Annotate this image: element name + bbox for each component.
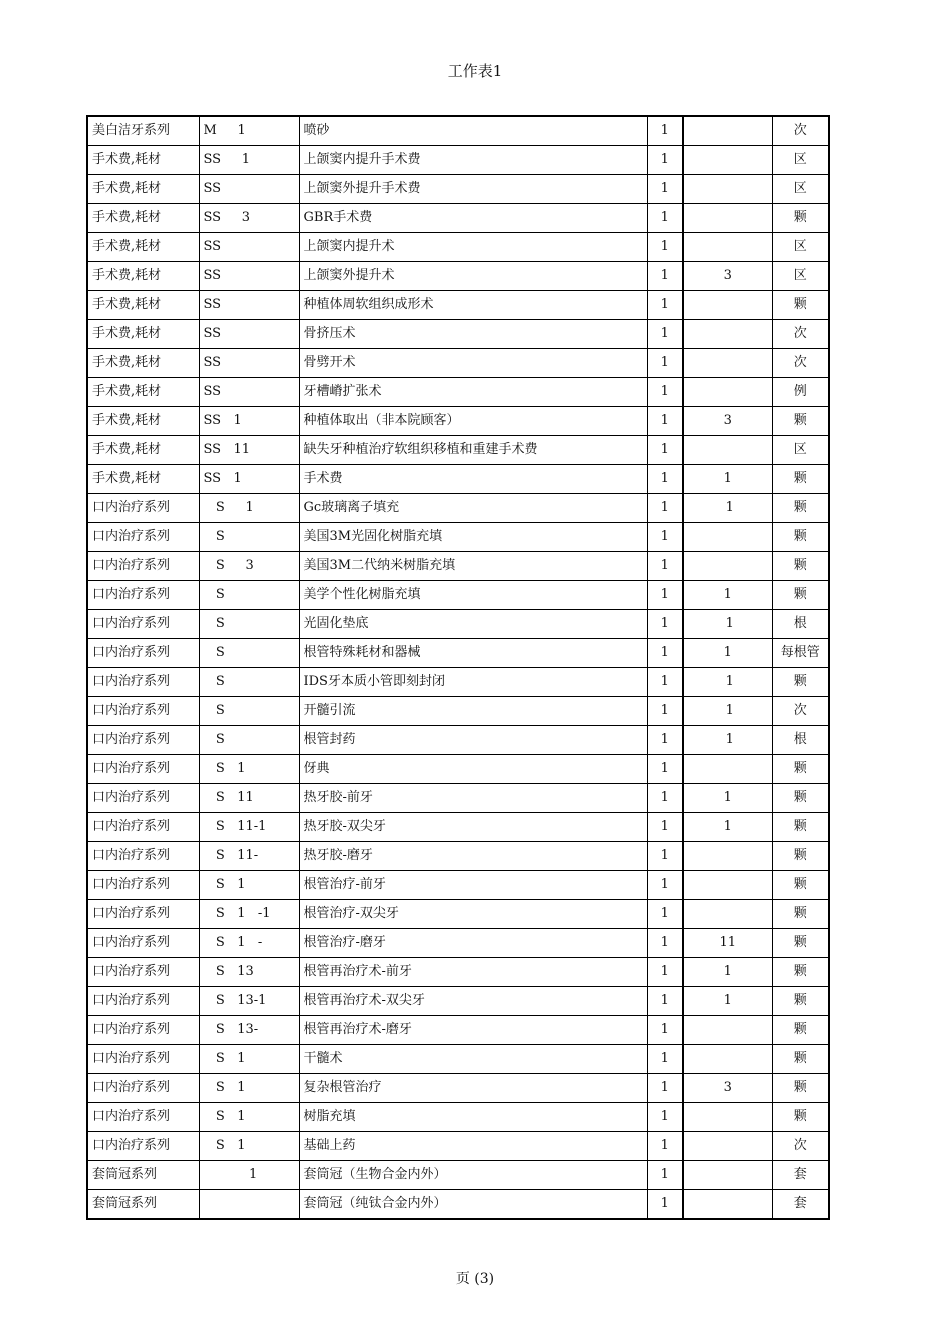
item-name-cell: 美学个性化树脂充填 xyxy=(299,581,647,610)
item-name-cell: 根管治疗-双尖牙 xyxy=(299,900,647,929)
unit-cell: 颗 xyxy=(772,755,829,784)
category-cell: 口内治疗系列 xyxy=(87,697,199,726)
item-name-cell: 根管治疗-前牙 xyxy=(299,871,647,900)
unit-cell: 例 xyxy=(772,378,829,407)
item-name-cell: Gc玻璃离子填充 xyxy=(299,494,647,523)
table-row xyxy=(87,407,829,436)
item-name-cell: 种植体取出（非本院顾客） xyxy=(299,407,647,436)
extra-cell: 1 xyxy=(683,639,772,668)
unit-cell: 颗 xyxy=(772,494,829,523)
table-row xyxy=(87,175,829,204)
code-cell: M 1 xyxy=(199,116,299,146)
item-name-cell: 上颌窦内提升手术费 xyxy=(299,146,647,175)
table-row xyxy=(87,929,829,958)
item-name-cell: 缺失牙种植治疗软组织移植和重建手术费 xyxy=(299,436,647,465)
code-cell: S 11- xyxy=(199,842,299,871)
category-cell: 口内治疗系列 xyxy=(87,900,199,929)
extra-cell: 11 xyxy=(683,929,772,958)
code-cell: S 1 xyxy=(199,1045,299,1074)
table-row xyxy=(87,784,829,813)
category-cell: 手术费,耗材 xyxy=(87,175,199,204)
code-cell: S 1 xyxy=(199,1074,299,1103)
table-row xyxy=(87,900,829,929)
item-name-cell: 种植体周软组织成形术 xyxy=(299,291,647,320)
table-row xyxy=(87,958,829,987)
unit-cell: 每根管 xyxy=(772,639,829,668)
table-row xyxy=(87,465,829,494)
unit-cell: 颗 xyxy=(772,465,829,494)
item-name-cell: 热牙胶-前牙 xyxy=(299,784,647,813)
extra-cell xyxy=(683,116,772,146)
category-cell: 手术费,耗材 xyxy=(87,465,199,494)
quantity-cell: 1 xyxy=(647,900,683,929)
code-cell: SS xyxy=(199,320,299,349)
unit-cell: 颗 xyxy=(772,668,829,697)
code-cell: S 1 -1 xyxy=(199,900,299,929)
quantity-cell: 1 xyxy=(647,987,683,1016)
item-name-cell: 牙槽嵴扩张术 xyxy=(299,378,647,407)
unit-cell: 次 xyxy=(772,320,829,349)
category-cell: 口内治疗系列 xyxy=(87,871,199,900)
code-cell: S xyxy=(199,668,299,697)
page-footer: 页 (3) xyxy=(455,1271,495,1287)
quantity-cell: 1 xyxy=(647,146,683,175)
category-cell: 口内治疗系列 xyxy=(87,668,199,697)
code-cell: S 1 xyxy=(199,871,299,900)
quantity-cell: 1 xyxy=(647,1132,683,1161)
quantity-cell: 1 xyxy=(647,610,683,639)
item-name-cell: 上颌窦内提升术 xyxy=(299,233,647,262)
code-cell: S 3 xyxy=(199,552,299,581)
unit-cell: 颗 xyxy=(772,407,829,436)
quantity-cell: 1 xyxy=(647,436,683,465)
extra-cell xyxy=(683,291,772,320)
quantity-cell: 1 xyxy=(647,668,683,697)
price-table xyxy=(86,115,830,1220)
table-row xyxy=(87,436,829,465)
category-cell: 口内治疗系列 xyxy=(87,1045,199,1074)
item-name-cell: 根管再治疗术-前牙 xyxy=(299,958,647,987)
table-row xyxy=(87,987,829,1016)
code-cell: SS xyxy=(199,175,299,204)
item-name-cell: 骨劈开术 xyxy=(299,349,647,378)
category-cell: 口内治疗系列 xyxy=(87,813,199,842)
item-name-cell: 套筒冠（生物合金内外） xyxy=(299,1161,647,1190)
extra-cell xyxy=(683,523,772,552)
code-cell: S xyxy=(199,697,299,726)
quantity-cell: 1 xyxy=(647,1161,683,1190)
category-cell: 手术费,耗材 xyxy=(87,204,199,233)
category-cell: 口内治疗系列 xyxy=(87,552,199,581)
quantity-cell: 1 xyxy=(647,1103,683,1132)
category-cell: 口内治疗系列 xyxy=(87,726,199,755)
item-name-cell: 美国3M二代纳米树脂充填 xyxy=(299,552,647,581)
quantity-cell: 1 xyxy=(647,1190,683,1220)
table-row xyxy=(87,378,829,407)
code-cell: SS 3 xyxy=(199,204,299,233)
quantity-cell: 1 xyxy=(647,842,683,871)
unit-cell: 颗 xyxy=(772,871,829,900)
code-cell: S xyxy=(199,639,299,668)
quantity-cell: 1 xyxy=(647,581,683,610)
code-cell: S 11 xyxy=(199,784,299,813)
table-row xyxy=(87,1190,829,1220)
quantity-cell: 1 xyxy=(647,813,683,842)
table-row xyxy=(87,291,829,320)
category-cell: 口内治疗系列 xyxy=(87,958,199,987)
table-row xyxy=(87,204,829,233)
extra-cell: 1 xyxy=(683,465,772,494)
item-name-cell: 根管特殊耗材和器械 xyxy=(299,639,647,668)
item-name-cell: 热牙胶-磨牙 xyxy=(299,842,647,871)
page-title: 工作表1 xyxy=(447,62,503,80)
item-name-cell: 光固化垫底 xyxy=(299,610,647,639)
code-cell: SS 1 xyxy=(199,465,299,494)
category-cell: 套筒冠系列 xyxy=(87,1190,199,1220)
unit-cell: 区 xyxy=(772,436,829,465)
code-cell: S xyxy=(199,581,299,610)
quantity-cell: 1 xyxy=(647,494,683,523)
item-name-cell: 干髓术 xyxy=(299,1045,647,1074)
table-row xyxy=(87,871,829,900)
quantity-cell: 1 xyxy=(647,755,683,784)
quantity-cell: 1 xyxy=(647,697,683,726)
code-cell: SS 1 xyxy=(199,146,299,175)
code-cell: SS xyxy=(199,262,299,291)
table-row xyxy=(87,581,829,610)
unit-cell: 颗 xyxy=(772,784,829,813)
table-row xyxy=(87,116,829,146)
unit-cell: 颗 xyxy=(772,929,829,958)
category-cell: 口内治疗系列 xyxy=(87,1132,199,1161)
quantity-cell: 1 xyxy=(647,291,683,320)
category-cell: 口内治疗系列 xyxy=(87,581,199,610)
item-name-cell: 骨挤压术 xyxy=(299,320,647,349)
category-cell: 口内治疗系列 xyxy=(87,639,199,668)
category-cell: 手术费,耗材 xyxy=(87,436,199,465)
unit-cell: 颗 xyxy=(772,813,829,842)
category-cell: 口内治疗系列 xyxy=(87,1103,199,1132)
table-row xyxy=(87,813,829,842)
unit-cell: 颗 xyxy=(772,842,829,871)
category-cell: 口内治疗系列 xyxy=(87,842,199,871)
unit-cell: 颗 xyxy=(772,900,829,929)
extra-cell: 1 xyxy=(683,726,772,755)
extra-cell xyxy=(683,871,772,900)
quantity-cell: 1 xyxy=(647,320,683,349)
quantity-cell: 1 xyxy=(647,1074,683,1103)
extra-cell: 3 xyxy=(683,262,772,291)
unit-cell: 次 xyxy=(772,1132,829,1161)
extra-cell xyxy=(683,349,772,378)
quantity-cell: 1 xyxy=(647,262,683,291)
category-cell: 套筒冠系列 xyxy=(87,1161,199,1190)
extra-cell xyxy=(683,1132,772,1161)
unit-cell: 根 xyxy=(772,726,829,755)
category-cell: 手术费,耗材 xyxy=(87,233,199,262)
unit-cell: 次 xyxy=(772,697,829,726)
code-cell: S 13 xyxy=(199,958,299,987)
item-name-cell: 喷砂 xyxy=(299,116,647,146)
category-cell: 手术费,耗材 xyxy=(87,407,199,436)
code-cell: 1 xyxy=(199,1161,299,1190)
item-name-cell: 开髓引流 xyxy=(299,697,647,726)
extra-cell: 3 xyxy=(683,1074,772,1103)
unit-cell: 颗 xyxy=(772,958,829,987)
extra-cell xyxy=(683,320,772,349)
category-cell: 手术费,耗材 xyxy=(87,262,199,291)
extra-cell xyxy=(683,146,772,175)
table-row xyxy=(87,1132,829,1161)
extra-cell: 1 xyxy=(683,581,772,610)
category-cell: 口内治疗系列 xyxy=(87,1016,199,1045)
table-row xyxy=(87,262,829,291)
table-row xyxy=(87,349,829,378)
unit-cell: 颗 xyxy=(772,1103,829,1132)
table-row xyxy=(87,494,829,523)
category-cell: 口内治疗系列 xyxy=(87,755,199,784)
extra-cell xyxy=(683,1016,772,1045)
item-name-cell: 伢典 xyxy=(299,755,647,784)
code-cell: SS xyxy=(199,291,299,320)
category-cell: 手术费,耗材 xyxy=(87,378,199,407)
unit-cell: 颗 xyxy=(772,204,829,233)
item-name-cell: 根管再治疗术-双尖牙 xyxy=(299,987,647,1016)
unit-cell: 区 xyxy=(772,233,829,262)
category-cell: 手术费,耗材 xyxy=(87,349,199,378)
item-name-cell: GBR手术费 xyxy=(299,204,647,233)
code-cell: S 13- xyxy=(199,1016,299,1045)
unit-cell: 套 xyxy=(772,1190,829,1220)
category-cell: 美白洁牙系列 xyxy=(87,116,199,146)
table-row xyxy=(87,1045,829,1074)
extra-cell xyxy=(683,1045,772,1074)
quantity-cell: 1 xyxy=(647,552,683,581)
extra-cell xyxy=(683,755,772,784)
quantity-cell: 1 xyxy=(647,523,683,552)
extra-cell xyxy=(683,436,772,465)
code-cell: S 1 xyxy=(199,1103,299,1132)
extra-cell: 3 xyxy=(683,407,772,436)
table-row xyxy=(87,146,829,175)
quantity-cell: 1 xyxy=(647,349,683,378)
category-cell: 口内治疗系列 xyxy=(87,987,199,1016)
quantity-cell: 1 xyxy=(647,726,683,755)
unit-cell: 颗 xyxy=(772,987,829,1016)
category-cell: 口内治疗系列 xyxy=(87,610,199,639)
category-cell: 口内治疗系列 xyxy=(87,494,199,523)
category-cell: 口内治疗系列 xyxy=(87,1074,199,1103)
item-name-cell: 套筒冠（纯钛合金内外） xyxy=(299,1190,647,1220)
quantity-cell: 1 xyxy=(647,116,683,146)
unit-cell: 颗 xyxy=(772,523,829,552)
unit-cell: 颗 xyxy=(772,1045,829,1074)
extra-cell: 1 xyxy=(683,987,772,1016)
extra-cell xyxy=(683,1161,772,1190)
category-cell: 口内治疗系列 xyxy=(87,784,199,813)
extra-cell xyxy=(683,204,772,233)
extra-cell xyxy=(683,552,772,581)
code-cell: S xyxy=(199,726,299,755)
code-cell: SS xyxy=(199,233,299,262)
table-row xyxy=(87,1016,829,1045)
extra-cell: 1 xyxy=(683,610,772,639)
category-cell: 口内治疗系列 xyxy=(87,523,199,552)
table-row xyxy=(87,639,829,668)
extra-cell: 1 xyxy=(683,668,772,697)
item-name-cell: 根管治疗-磨牙 xyxy=(299,929,647,958)
extra-cell: 1 xyxy=(683,813,772,842)
code-cell: SS 11 xyxy=(199,436,299,465)
table-row xyxy=(87,1161,829,1190)
table-row xyxy=(87,697,829,726)
unit-cell: 区 xyxy=(772,146,829,175)
table-row xyxy=(87,320,829,349)
table-row xyxy=(87,552,829,581)
quantity-cell: 1 xyxy=(647,958,683,987)
unit-cell: 区 xyxy=(772,262,829,291)
extra-cell: 1 xyxy=(683,494,772,523)
quantity-cell: 1 xyxy=(647,871,683,900)
category-cell: 手术费,耗材 xyxy=(87,320,199,349)
item-name-cell: 上颌窦外提升术 xyxy=(299,262,647,291)
item-name-cell: 根管封药 xyxy=(299,726,647,755)
quantity-cell: 1 xyxy=(647,639,683,668)
unit-cell: 颗 xyxy=(772,581,829,610)
code-cell: SS xyxy=(199,349,299,378)
quantity-cell: 1 xyxy=(647,175,683,204)
table-row xyxy=(87,610,829,639)
table-row xyxy=(87,233,829,262)
unit-cell: 区 xyxy=(772,175,829,204)
table-row xyxy=(87,1103,829,1132)
extra-cell xyxy=(683,1103,772,1132)
item-name-cell: 手术费 xyxy=(299,465,647,494)
item-name-cell: 美国3M光固化树脂充填 xyxy=(299,523,647,552)
code-cell: S 11-1 xyxy=(199,813,299,842)
code-cell: S xyxy=(199,523,299,552)
extra-cell: 1 xyxy=(683,784,772,813)
quantity-cell: 1 xyxy=(647,233,683,262)
code-cell: S 1 xyxy=(199,494,299,523)
extra-cell xyxy=(683,233,772,262)
unit-cell: 套 xyxy=(772,1161,829,1190)
category-cell: 口内治疗系列 xyxy=(87,929,199,958)
unit-cell: 颗 xyxy=(772,291,829,320)
table-row xyxy=(87,755,829,784)
extra-cell xyxy=(683,378,772,407)
table-row xyxy=(87,1074,829,1103)
unit-cell: 次 xyxy=(772,116,829,146)
quantity-cell: 1 xyxy=(647,1045,683,1074)
table-row xyxy=(87,523,829,552)
quantity-cell: 1 xyxy=(647,1016,683,1045)
item-name-cell: 热牙胶-双尖牙 xyxy=(299,813,647,842)
item-name-cell: IDS牙本质小管即刻封闭 xyxy=(299,668,647,697)
table-body xyxy=(87,116,829,1219)
code-cell: S 1 xyxy=(199,755,299,784)
unit-cell: 根 xyxy=(772,610,829,639)
extra-cell xyxy=(683,1190,772,1220)
unit-cell: 颗 xyxy=(772,552,829,581)
code-cell: S 1 - xyxy=(199,929,299,958)
quantity-cell: 1 xyxy=(647,204,683,233)
unit-cell: 颗 xyxy=(772,1016,829,1045)
code-cell: S xyxy=(199,610,299,639)
code-cell: SS 1 xyxy=(199,407,299,436)
extra-cell xyxy=(683,900,772,929)
quantity-cell: 1 xyxy=(647,929,683,958)
item-name-cell: 上颌窦外提升手术费 xyxy=(299,175,647,204)
item-name-cell: 复杂根管治疗 xyxy=(299,1074,647,1103)
table-row xyxy=(87,842,829,871)
quantity-cell: 1 xyxy=(647,407,683,436)
code-cell xyxy=(199,1190,299,1220)
code-cell: SS xyxy=(199,378,299,407)
code-cell: S 13-1 xyxy=(199,987,299,1016)
unit-cell: 次 xyxy=(772,349,829,378)
category-cell: 手术费,耗材 xyxy=(87,146,199,175)
unit-cell: 颗 xyxy=(772,1074,829,1103)
table-row xyxy=(87,668,829,697)
extra-cell xyxy=(683,175,772,204)
quantity-cell: 1 xyxy=(647,465,683,494)
table-row xyxy=(87,726,829,755)
quantity-cell: 1 xyxy=(647,378,683,407)
category-cell: 手术费,耗材 xyxy=(87,291,199,320)
item-name-cell: 基础上药 xyxy=(299,1132,647,1161)
extra-cell xyxy=(683,842,772,871)
extra-cell: 1 xyxy=(683,697,772,726)
code-cell: S 1 xyxy=(199,1132,299,1161)
item-name-cell: 根管再治疗术-磨牙 xyxy=(299,1016,647,1045)
quantity-cell: 1 xyxy=(647,784,683,813)
item-name-cell: 树脂充填 xyxy=(299,1103,647,1132)
extra-cell: 1 xyxy=(683,958,772,987)
